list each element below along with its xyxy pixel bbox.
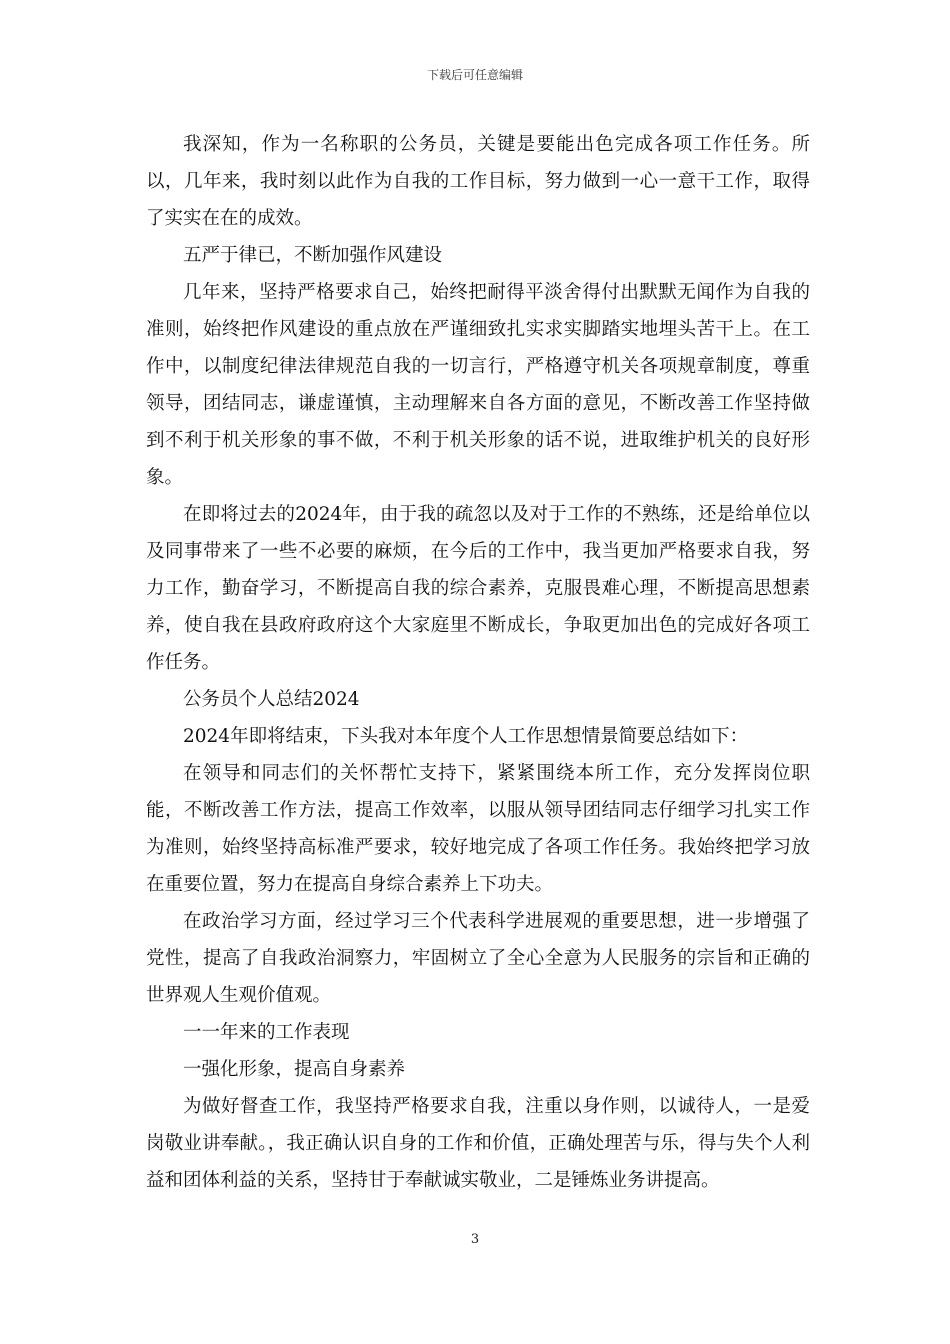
paragraph: 我深知，作为一名称职的公务员，关键是要能出色完成各项工作任务。所以，几年来，我时刻以此作为自我的工作目标，努力做到一心一意干工作，取得了实实在在的成效。 — [146, 134, 810, 229]
page-number: 3 — [470, 1232, 480, 1247]
section-heading: 五严于律已，不断加强作风建设 — [183, 245, 443, 266]
paragraph: 几年来，坚持严格要求自己，始终把耐得平淡舍得付出默默无闻作为自我的准则，始终把作风建设的重点放在严谨细致扎实求实脚踏实地埋头苦干上。在工作中，以制度纪律法律规范自我的一切言行，严格遵守机关各项规章制度，尊重领导，团结同志，谦虚谨慎，主动理解来自各方面的意见，不断改善工作坚持做到不利于机关形象的事不做，不利于机关形象的话不说，进取维护机关的良好形象。 — [146, 282, 810, 488]
paragraph: 为做好督查工作，我坚持严格要求自我，注重以身作则，以诚待人，一是爱岗敬业讲奉献。，我正确认识自身的工作和价值，正确处理苦与乐，得与失个人利益和团体利益的关系，坚持甘于奉献诚实敬业，二是锤炼业务讲提高。 — [146, 1096, 810, 1191]
document-body — [146, 126, 810, 1199]
paragraph: 在即将过去的2024年，由于我的疏忽以及对于工作的不熟练，还是给单位以及同事带来了一些不必要的麻烦，在今后的工作中，我当更加严格要求自我，努力工作，勤奋学习，不断提高自我的综合素养，克服畏难心理，不断提高思想素养，使自我在县政府政府这个大家庭里不断成长，争取更加出色的完成好各项工作任务。 — [146, 504, 810, 673]
paragraph: 2024年即将结束，下头我对本年度个人工作思想情景简要总结如下： — [183, 726, 749, 747]
section-heading: 公务员个人总结2024 — [183, 689, 360, 710]
section-heading: 一强化形象，提高自身素养 — [183, 1059, 406, 1080]
paragraph: 在领导和同志们的关怀帮忙支持下，紧紧围绕本所工作，充分发挥岗位职能，不断改善工作方法，提高工作效率，以服从领导团结同志仔细学习扎实工作为准则，始终坚持高标准严要求，较好地完成了各项工作任务。我始终把学习放在重要位置，努力在提高自身综合素养上下功夫。 — [146, 763, 810, 895]
page-header: 下载后可任意编辑 — [426, 68, 523, 82]
section-heading: 一一年来的工作表现 — [183, 1022, 350, 1043]
paragraph: 在政治学习方面，经过学习三个代表科学进展观的重要思想，进一步增强了党性，提高了自我政治洞察力，牢固树立了全心全意为人民服务的宗旨和正确的世界观人生观价值观。 — [146, 911, 810, 1006]
